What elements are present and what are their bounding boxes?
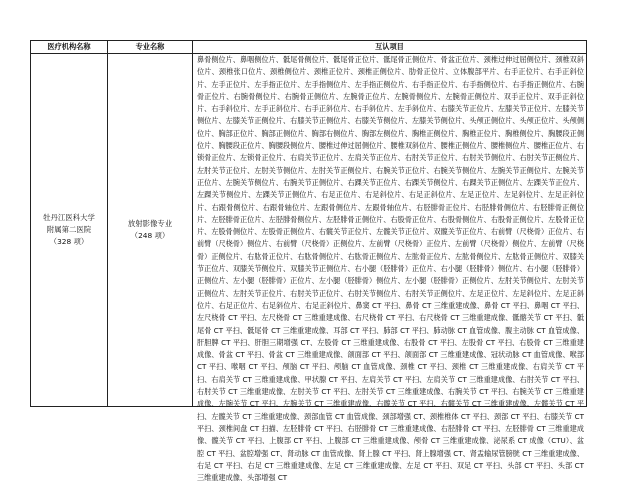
major-cell [108, 54, 193, 407]
header-items: 互认项目 [193, 41, 587, 54]
header-org: 医疗机构名称 [31, 41, 108, 54]
items-text: 鼻骨侧位片、鼻咽侧位片、骶尾骨侧位片、骶尾骨正位片、骶尾骨正侧位片、骨盆正位片、颈椎过伸过屈侧位片、颈椎双斜位片、颈椎张口位片、颈椎侧位片、颈椎正位片、颈椎正侧位片、肋骨正位片、立体腹部平片、右手正位片、右手正斜位片、左手正位片、左手指正位片、左手指侧位片、左手指正侧位片、右手指正位片、右手指侧位片、右手指正侧位片、右腕骨正位片、右腕骨侧位片、右腕骨正侧位片、左腕骨正位片、左腕骨侧位片、左腕骨正侧位片、双手正位片、双手正斜位片、右手斜位片、左手正斜位片、右手正斜位片、右手斜位片、左手斜位片、右膝关节正位片、左膝关节正位片、左膝关节侧位片、左膝关节正侧位片、右膝关节正侧位片、右膝关节侧位片、左膝关节侧位片、头颅正侧位片、头颅正位片、头颅侧位片、胸部正位片、胸部正侧位片、胸部右侧位片、胸部左侧位片、胸椎正侧位片、胸椎正位片、胸椎侧位片、胸腰段正侧位片、胸腰段正位片、胸腰段侧位片、腰椎过伸过屈侧位片、腰椎双斜位片、腰椎正侧位片、腰椎侧位片、腰椎正位片、右锁骨正位片、左锁骨正位片、右肩关节正位片、左肩关节正位片、右肘关节正位片、右肘关节侧位片、右肘关节正侧位片、左肘关节正位片、左肘关节侧位片、左肘关节正侧位片、右腕关节正位片、右腕关节侧位片、左腕关节正侧位片、左腕关节正位片、左腕关节侧位片、右腕关节正侧位片、右踝关节正位片、右踝关节侧位片、右踝关节正侧位片、左踝关节正位片、左踝关节侧位片、左踝关节正侧位片、右足正位片、右足斜位片、右足正斜位片、左足正位片、左足斜位片、左足正斜位片、右跟骨侧位片、右跟骨轴位片、左跟骨侧位片、左跟骨轴位片、右胫腓骨正位片、右胫腓骨侧位片、右胫腓骨正侧位片、左胫腓骨正位片、左胫腓骨侧位片、左胫腓骨正侧位片、右股骨正位片、右股骨侧位片、右股骨正侧位片、左股骨正位片、左股骨侧位片、左股骨正侧位片、右髋关节正位片、左髋关节正位片、双髋关节正位片、右前臂（尺桡骨）正位片、右前臂（尺桡骨）侧位片、右前臂（尺桡骨）正侧位片、左前臂（尺桡骨）正位片、左前臂（尺桡骨）侧位片、左前臂（尺桡骨）正侧位片、右肱骨正位片、右肱骨侧位片、右肱骨正侧位片、左肱骨正位片、左肱骨侧位片、左肱骨正侧位片、双膝关节正位片、双膝关节侧位片、双膝关节正侧位片、右小腿（胫腓骨）正位片、右小腿（胫腓骨）侧位片、右小腿（胫腓骨）正侧位片、左小腿（胫腓骨）正位片、左小腿（胫腓骨）侧位片、左小腿（胫腓骨）正侧位片、左肘关节侧位片、左肘关节正侧位片、左肘关节正位片、右肘关节正位片、右肘关节侧位片、右肘关节正侧位片、左足正位片、左足斜位片、左足正斜位片、右足正位片、右足斜位片、右足正斜位片、鼻窦 CT 平扫、鼻骨 CT 三维重建成像、鼻骨 CT 平扫、鼻咽 CT 平扫、左尺桡骨 CT 平扫、左尺桡骨 CT 三维重建成像、右尺桡骨 CT 平扫、右尺桡骨 CT 三维重建成像、骶髂关节 CT 平扫、骶尾骨 CT 平扫、骶尾骨 CT 三维重建成像、耳部 CT 平扫、肺部 CT 平扫、肺动脉 CT 血管成像、腹主动脉 CT 血管成像、肝胆脾 CT 平扫、肝胆三期增强 CT、左股骨 CT 三维重建成像、右股骨 CT 平扫、左股骨 CT 平扫、右股骨 CT 三维重建成像、骨盆 CT 平扫、骨盆 CT 三维重建成像、颌面部 CT 平扫、颌面部 CT 三维重建成像、冠状动脉 CT 血管成像、喉部 CT 平扫、喉咽 CT 平扫、颅脑 CT 平扫、颅脑 CT 血管成像、颈椎 CT 平扫、颈椎 CT 三维重建成像、右肩关节 CT 平扫、右肩关节 CT 三维重建成像、甲状腺 CT 平扫、左肩关节 CT 平扫、左肩关节 CT 三维重建成像、右肘关节 CT 平扫、右肘关节 CT 三维重建成像、左肘关节 CT 平扫、左肘关节 CT 三维重建成像、右腕关节 CT 平扫、右腕关节 CT 三维重建成像、左腕关节 CT 平扫、左腕关节 CT 三维重建成像、右髋关节 CT 平扫、右髋关节 CT 三维重建成像、左髋关节 CT 平扫、左髋关节 CT 三维重建成像、颈部血管 CT 血管成像、颈部增强 CT、颈椎椎体 CT 平扫、颈部 CT 平扫、右膝关节 CT 平扫、颈椎间盘 CT 扫描、左胫腓骨 CT 平扫、右胫腓骨 CT 三维重建成像、右胫腓骨 CT 平扫、左胫腓骨 CT 三维重建成像、髋关节 CT 平扫、上腹部 CT 平扫、上腹部 CT 三维重建成像、颅骨 CT 三维重建成像、泌尿系 CT 成像（CTU）、盆腔 CT 平扫、盆腔增强 CT、肾动脉 CT 血管成像、肾上腺 CT 平扫、肾上腺增强 CT、肾盂输尿管膀胱 CT 三维重建成像、右足 CT 平扫、右足 CT 三维重建成像、左足 CT 三维重建成像、左足 CT 平扫、双足 CT 平扫、头部 CT 平扫、头部 CT 三维重建成像、头部增强 CT [197, 55, 584, 483]
org-cell [31, 54, 108, 407]
org-name-line1: 牡丹江医科大学 [43, 213, 95, 222]
mutual-recognition-table [30, 40, 587, 483]
table-header-row [31, 41, 587, 54]
items-cell [193, 54, 587, 483]
org-name-line2: 附属第二医院 [46, 225, 92, 234]
major-count: （248 项） [130, 231, 170, 240]
org-count: （328 项） [49, 237, 89, 246]
major-name: 放射影像专业 [127, 219, 173, 228]
header-major: 专业名称 [108, 41, 193, 54]
items-wrap [193, 54, 586, 483]
table-row [31, 54, 587, 407]
